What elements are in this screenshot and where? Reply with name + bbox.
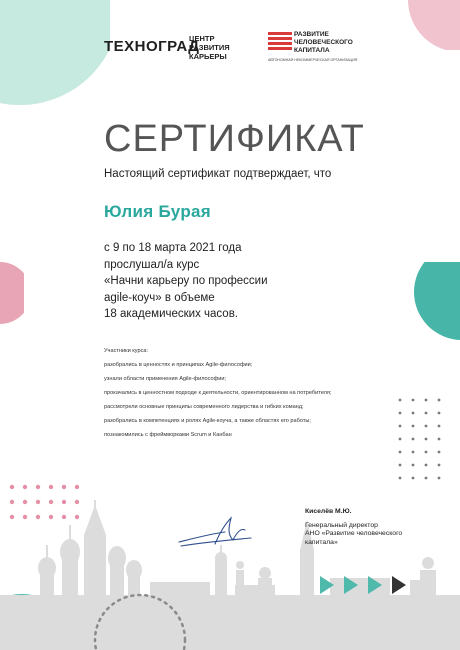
skill-item: разобрались в ценностях и принципах Agile-философии; [104,362,253,368]
signer-role-line: АНО «Развитие человеческого [305,530,403,538]
course-line: с 9 по 18 марта 2021 года [104,242,242,254]
course-line: прослушал/а курс [104,258,200,271]
partner-logo-title: РАЗВИТИЕ ЧЕЛОВЕЧЕСКОГО КАПИТАЛА [294,31,353,54]
right-teal-circle [410,262,460,342]
top-right-pink-circle [405,0,460,50]
course-line: «Начни карьеру по профессии [104,275,268,287]
dashed-circle [85,585,195,650]
skill-item: рассмотрели основные принципы современного лидерства и гибких команд; [104,404,304,410]
technograd-logo-subtitle: ЦЕНТР РАЗВИТИЯ КАРЬЕРЫ [189,34,230,61]
skill-item: разобрались в компетенциях и ролях Agile-коуча, а также областях его работы; [104,418,311,424]
signer-role [305,522,402,547]
top-left-mint-circle [0,0,110,115]
handwritten-signature [175,512,255,550]
certificate-subtitle: Настоящий сертификат подтверждает, что [104,168,332,180]
skill-item: узнали области применения Agile-философии; [104,376,227,382]
decor-arrows [320,574,410,596]
course-details [104,240,268,323]
left-pink-half-circle [0,262,24,324]
skill-item: познакомились с фреймворками Scrum и Канбан [104,432,232,438]
course-line: agile-коуч» в объеме [104,291,215,304]
technograd-logo: ТЕХНОГРАД [104,38,200,55]
partner-logo-icon [268,32,292,54]
signer-role-line: капитала» [305,538,338,546]
partner-logo-subtitle: АВТОНОМНАЯ НЕКОММЕРЧЕСКАЯ ОРГАНИЗАЦИЯ [268,58,358,62]
certificate-title: СЕРТИФИКАТ [104,118,365,160]
recipient-name: Юлия Бурая [104,202,211,221]
signature-block [305,508,402,547]
signer-name: Киселёв М.Ю. [305,508,352,515]
skills-list [104,344,332,442]
right-dot-grid [395,395,445,495]
course-line: 18 академических часов. [104,308,239,320]
signer-role-line: Генеральный директор [305,522,378,530]
skills-heading: Участники курса: [104,348,149,354]
skill-item: прокачались в ценностном подходе к деятельности, ориентированном на потребителя; [104,390,332,396]
header-logos [104,28,364,68]
